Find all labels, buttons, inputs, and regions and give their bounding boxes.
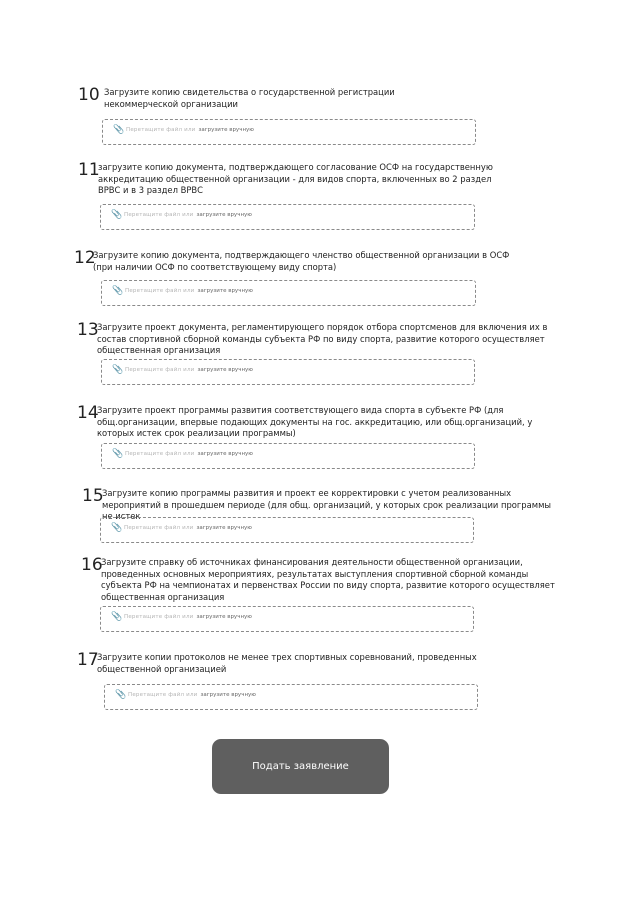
submit-application-button[interactable]: Подать заявление <box>212 739 389 794</box>
file-dropzone[interactable] <box>101 280 476 306</box>
item-number: 15 <box>82 486 104 506</box>
upload-manually-link[interactable]: загрузите вручную <box>200 692 256 698</box>
paperclip-icon: 📎 <box>112 286 124 296</box>
paperclip-icon: 📎 <box>112 365 124 375</box>
upload-item-12 <box>74 249 514 314</box>
item-description: Загрузите проект документа, регламентирующего порядок отбора спортсменов для включения их в состав спортивной сборной команды субъекта РФ по виду спорта, развитие которого осуществляет общественная организация <box>97 322 548 355</box>
upload-item-17 <box>77 651 537 721</box>
upload-manually-link[interactable]: загрузите вручную <box>197 367 253 373</box>
file-dropzone[interactable] <box>101 443 475 469</box>
file-dropzone[interactable] <box>104 684 478 710</box>
upload-manually-link[interactable]: загрузите вручную <box>197 288 253 294</box>
item-number: 11 <box>78 160 100 180</box>
file-dropzone[interactable] <box>100 204 475 230</box>
file-dropzone[interactable] <box>100 517 474 543</box>
item-number: 17 <box>77 650 99 670</box>
item-description: Загрузите проект программы развития соответствующего вида спорта в субъекте РФ (для общ.организации, впервые подающих документы на гос. аккредитацию, или общ.организаций, у которых истек срок реализации программы) <box>97 405 533 438</box>
item-number: 14 <box>77 403 99 423</box>
upload-item-13 <box>77 321 557 396</box>
paperclip-icon: 📎 <box>111 612 123 622</box>
item-number: 13 <box>77 320 99 340</box>
item-number: 12 <box>74 248 96 268</box>
paperclip-icon: 📎 <box>115 690 127 700</box>
upload-item-14 <box>77 404 557 479</box>
dropzone-hint: Перетащите файл или <box>124 212 194 218</box>
upload-item-10 <box>78 86 498 146</box>
item-description: загрузите копию документа, подтверждающего согласование ОСФ на государственную аккредитацию общественной организации - для видов спорта, включенных во 2 раздел ВРВС и в 3 раздел ВРВС <box>98 162 493 195</box>
item-number: 10 <box>78 85 100 105</box>
file-dropzone[interactable] <box>102 119 476 145</box>
upload-manually-link[interactable]: загрузите вручную <box>196 212 252 218</box>
upload-manually-link[interactable]: загрузите вручную <box>196 525 252 531</box>
dropzone-hint: Перетащите файл или <box>126 127 196 133</box>
dropzone-hint: Перетащите файл или <box>125 367 195 373</box>
item-description: Загрузите копию программы развития и проект ее корректировки с учетом реализованных мероприятий в прошедшем периоде (для общ. организаций, у которых срок реализации программы не истек <box>102 488 552 521</box>
paperclip-icon: 📎 <box>111 210 123 220</box>
upload-item-11 <box>78 161 508 241</box>
dropzone-hint: Перетащите файл или <box>124 614 194 620</box>
upload-manually-link[interactable]: загрузите вручную <box>197 451 253 457</box>
upload-item-16 <box>81 556 561 646</box>
paperclip-icon: 📎 <box>112 449 124 459</box>
file-dropzone[interactable] <box>101 359 475 385</box>
paperclip-icon: 📎 <box>113 125 125 135</box>
paperclip-icon: 📎 <box>111 523 123 533</box>
item-number: 16 <box>81 555 103 575</box>
upload-manually-link[interactable]: загрузите вручную <box>198 127 254 133</box>
upload-item-15 <box>82 487 557 552</box>
item-description: Загрузите копию свидетельства о государственной регистрации некоммерческой организации <box>104 87 395 109</box>
upload-manually-link[interactable]: загрузите вручную <box>196 614 252 620</box>
dropzone-hint: Перетащите файл или <box>124 525 194 531</box>
dropzone-hint: Перетащите файл или <box>125 288 195 294</box>
item-description: Загрузите копию документа, подтверждающего членство общественной организации в ОСФ (при наличии ОСФ по соответствующему виду спорта) <box>93 250 510 272</box>
item-description: Загрузите справку об источниках финансирования деятельности общественной организации, проведенных основных мероприятиях, результатах выступления спортивной сборной команды субъекта РФ на чемпионатах и первенствах России по виду спорта, развитие которого осуществляет общественная организация <box>101 557 555 602</box>
file-dropzone[interactable] <box>100 606 474 632</box>
dropzone-hint: Перетащите файл или <box>128 692 198 698</box>
item-description: Загрузите копии протоколов не менее трех спортивных соревнований, проведенных общественной организацией <box>97 652 477 674</box>
dropzone-hint: Перетащите файл или <box>125 451 195 457</box>
